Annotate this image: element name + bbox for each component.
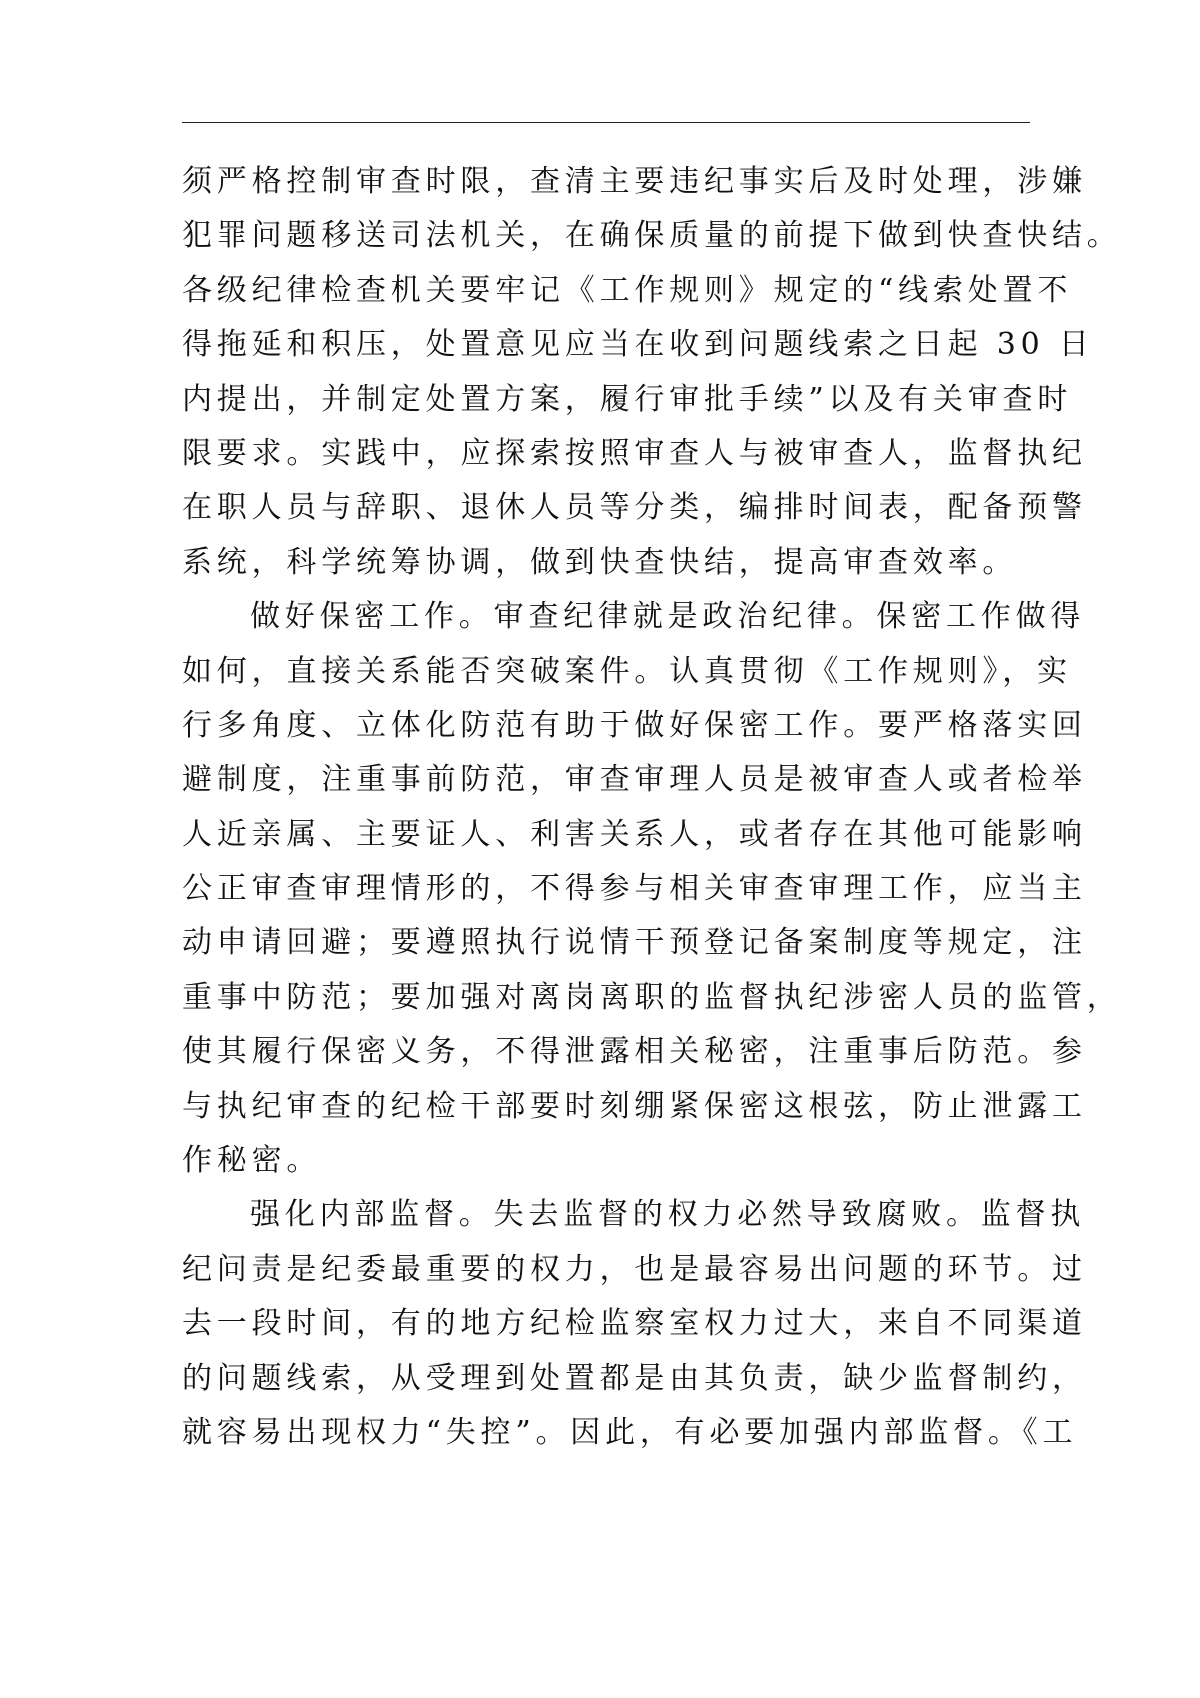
text-line: 在职人员与辞职、退休人员等分类，编排时间表，配备预警 [182, 490, 1087, 526]
text-line: 限要求。实践中，应探索按照审查人与被审查人，监督执纪 [182, 435, 1087, 471]
text-line: 犯罪问题移送司法机关，在确保质量的前提下做到快查快结。 [182, 218, 1122, 254]
text-line: 各级纪律检查机关要牢记《工作规则》规定的“线索处置不 [182, 272, 1073, 308]
text-line: 行多角度、立体化防范有助于做好保密工作。要严格落实回 [182, 707, 1087, 743]
document-body [182, 155, 1122, 1460]
text-line: 避制度，注重事前防范，审查审理人员是被审查人或者检举 [182, 762, 1087, 798]
text-line: 与执纪审查的纪检干部要时刻绷紧保密这根弦，防止泄露工 [182, 1088, 1087, 1124]
text-line: 作秘密。 [182, 1143, 322, 1179]
text-line: 内提出，并制定处置方案，履行审批手续”以及有关审查时 [182, 381, 1073, 417]
text-line: 人近亲属、主要证人、利害关系人，或者存在其他可能影响 [182, 816, 1087, 852]
text-line: 公正审查审理情形的，不得参与相关审查审理工作，应当主 [182, 871, 1087, 907]
text-line: 纪问责是纪委最重要的权力，也是最容易出问题的环节。过 [182, 1251, 1087, 1287]
text-line: 须严格控制审查时限，查清主要违纪事实后及时处理，涉嫌 [182, 164, 1087, 199]
paragraph-start-line: 强化内部监督。失去监督的权力必然导致腐败。监督执 [250, 1197, 1086, 1233]
header-rule [182, 122, 1030, 123]
text-line: 如何，直接关系能否突破案件。认真贯彻《工作规则》，实 [182, 653, 1072, 689]
text-line: 就容易出现权力“失控”。因此，有必要加强内部监督。《工 [182, 1414, 1078, 1450]
text-line: 系统，科学统筹协调，做到快查快结，提高审查效率。 [182, 544, 1018, 580]
text-line: 得拖延和积压，处置意见应当在收到问题线索之日起 30 日 [182, 327, 1094, 363]
text-line: 的问题线索，从受理到处置都是由其负责，缺少监督制约， [182, 1360, 1087, 1396]
text-line: 使其履行保密义务，不得泄露相关秘密，注重事后防范。参 [182, 1034, 1087, 1070]
text-line: 重事中防范；要加强对离岗离职的监督执纪涉密人员的监管， [182, 979, 1122, 1015]
text-line: 去一段时间，有的地方纪检监察室权力过大，来自不同渠道 [182, 1306, 1087, 1342]
paragraph-start-line: 做好保密工作。审查纪律就是政治纪律。保密工作做得 [250, 599, 1086, 635]
text-line: 动申请回避；要遵照执行说情干预登记备案制度等规定，注 [182, 925, 1087, 961]
